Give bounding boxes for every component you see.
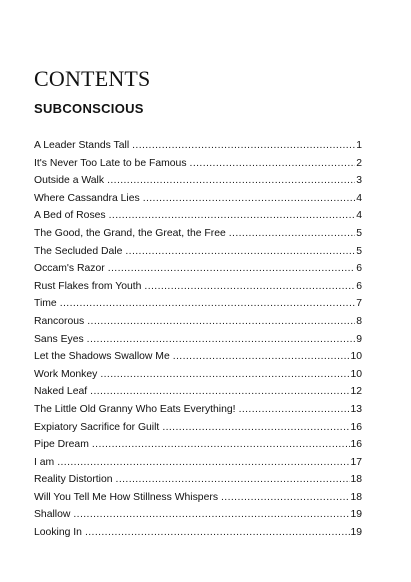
toc-entry-title: The Little Old Granny Who Eats Everything! [34,403,236,415]
toc-leader-dots [100,366,350,384]
toc-leader-dots [92,436,351,454]
toc-entry-title: Looking In [34,527,82,539]
toc-entry-page-number: 13 [350,403,362,415]
toc-entry-title: Will You Tell Me How Stillness Whispers [34,491,219,503]
toc-entry-page-number: 6 [356,280,362,292]
toc-entry-page-number: 5 [356,245,362,257]
toc-entry-title: Outside a Walk [34,175,105,187]
toc-leader-dots [87,331,355,349]
toc-entry-title: Sans Eyes [34,333,84,345]
toc-leader-dots [144,278,355,296]
toc-entry[interactable] [34,137,362,155]
toc-entry[interactable] [34,243,362,261]
toc-leader-dots [132,137,355,155]
toc-entry[interactable] [34,225,362,243]
toc-leader-dots [85,524,350,542]
toc-entry-title: Let the Shadows Swallow Me [34,351,170,363]
toc-entry[interactable] [34,278,362,296]
toc-entry-page-number: 16 [350,439,362,451]
toc-entry-page-number: 5 [356,227,362,239]
toc-entry-title: Expiatory Sacrifice for Guilt [34,421,160,433]
toc-leader-dots [239,401,351,419]
toc-entry[interactable] [34,524,362,542]
toc-entry-page-number: 17 [350,456,362,468]
toc-entry[interactable] [34,331,362,349]
toc-entry-page-number: 18 [350,491,362,503]
toc-entry-page-number: 6 [356,263,362,275]
toc-entry-title: It's Never Too Late to be Famous [34,157,187,169]
toc-entry-title: Shallow [34,509,71,521]
toc-entry-page-number: 7 [356,298,362,310]
toc-entry-title: I am [34,456,55,468]
toc-entry-title: A Leader Stands Tall [34,140,130,151]
toc-entry[interactable] [34,419,362,437]
toc-leader-dots [60,295,355,313]
toc-entry-page-number: 12 [350,386,362,398]
toc-entry-page-number: 8 [356,315,362,327]
toc-leader-dots [190,155,355,173]
toc-leader-dots [73,506,350,524]
toc-entry[interactable] [34,207,362,225]
toc-entry-page-number: 4 [356,210,362,222]
toc-entry[interactable] [34,155,362,173]
section-heading: SUBCONSCIOUS [34,101,144,116]
toc-entry[interactable] [34,348,362,366]
toc-entry-title: Time [34,298,57,310]
toc-entry-title: Occam's Razor [34,263,105,275]
toc-entry[interactable] [34,489,362,507]
toc-entry-title: Pipe Dream [34,439,89,451]
toc-leader-dots [90,383,350,401]
toc-entry-title: Rancorous [34,315,85,327]
toc-entry-page-number: 9 [356,333,362,345]
toc-entry-page-number: 19 [350,509,362,521]
toc-leader-dots [108,260,355,278]
toc-entry[interactable] [34,471,362,489]
toc-leader-dots [87,313,355,331]
toc-leader-dots [162,419,350,437]
toc-entry-page-number: 2 [356,157,362,169]
toc-entry[interactable] [34,366,362,384]
toc-entry[interactable] [34,260,362,278]
page-title: CONTENTS [34,66,151,91]
toc-entry-page-number: 19 [350,527,362,539]
toc-entry[interactable] [34,401,362,419]
toc-leader-dots [229,225,355,243]
toc-entry[interactable] [34,383,362,401]
toc-entry-title: Naked Leaf [34,386,88,398]
table-of-contents [34,137,362,542]
toc-leader-dots [109,207,355,225]
toc-entry-title: The Secluded Dale [34,245,123,257]
toc-entry-title: Work Monkey [34,368,98,380]
toc-entry-title: The Good, the Grand, the Great, the Free [34,227,226,239]
toc-entry[interactable] [34,313,362,331]
toc-entry[interactable] [34,454,362,472]
toc-entry-page-number: 1 [356,140,362,151]
toc-leader-dots [221,489,350,507]
toc-entry-page-number: 3 [356,175,362,187]
toc-leader-dots [57,454,350,472]
toc-leader-dots [173,348,351,366]
toc-leader-dots [125,243,355,261]
toc-entry-page-number: 10 [350,368,362,380]
toc-entry[interactable] [34,436,362,454]
toc-entry-title: A Bed of Roses [34,210,106,222]
toc-entry-page-number: 18 [350,474,362,486]
toc-leader-dots [143,190,355,208]
toc-entry[interactable] [34,295,362,313]
toc-leader-dots [107,172,355,190]
toc-entry-page-number: 4 [356,192,362,204]
toc-entry-title: Reality Distortion [34,474,113,486]
toc-entry-title: Rust Flakes from Youth [34,280,142,292]
toc-leader-dots [116,471,351,489]
toc-entry-page-number: 16 [350,421,362,433]
toc-entry[interactable] [34,190,362,208]
toc-entry-title: Where Cassandra Lies [34,192,140,204]
toc-entry[interactable] [34,172,362,190]
toc-entry-page-number: 10 [350,351,362,363]
toc-entry[interactable] [34,506,362,524]
